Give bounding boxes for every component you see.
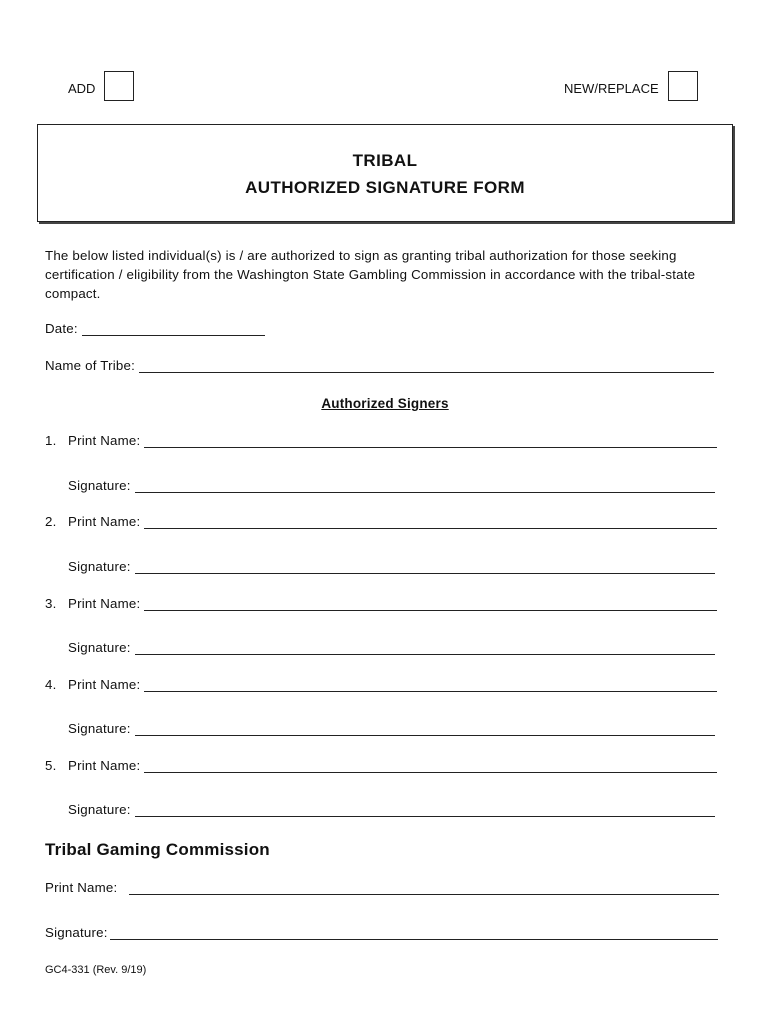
signer-number: 1. [45,433,57,448]
add-checkbox[interactable] [104,71,134,101]
signer-number: 4. [45,677,57,692]
print-name-label: Print Name: [68,758,141,773]
print-name-label: Print Name: [68,596,141,611]
signer-3-signature-field[interactable] [68,640,715,655]
date-field[interactable] [45,321,265,336]
signature-label: Signature: [68,478,131,493]
signer-number: 3. [45,596,57,611]
form-number: GC4-331 (Rev. 9/19) [45,964,147,976]
commission-signature-field[interactable] [45,925,718,940]
signature-label: Signature: [68,802,131,817]
signer-4-signature-field[interactable] [68,721,715,736]
signer-1-signature-field[interactable] [68,478,715,493]
date-line[interactable] [82,323,265,336]
signer-4-print-field[interactable] [45,677,717,692]
signer-number: 2. [45,514,57,529]
print-name-label: Print Name: [68,677,141,692]
commission-print-label: Print Name: [45,880,118,895]
commission-heading: Tribal Gaming Commission [45,840,270,859]
signer-5-signature-field[interactable] [68,802,715,817]
signature-line[interactable] [135,642,715,655]
commission-print-line[interactable] [129,882,719,895]
signature-line[interactable] [135,561,715,574]
form-title-line2: AUTHORIZED SIGNATURE FORM [245,178,525,197]
print-name-line[interactable] [144,598,717,611]
intro-paragraph: The below listed individual(s) is / are authorized to sign as granting tribal authorization for those seeking certification / eligibility from the Washington State Gambling Commission in accordance with the tribal-state compact. [45,248,696,301]
signature-label: Signature: [68,559,131,574]
signature-line[interactable] [135,723,715,736]
print-name-line[interactable] [144,435,717,448]
signature-label: Signature: [68,640,131,655]
print-name-label: Print Name: [68,514,141,529]
signature-line[interactable] [135,804,715,817]
commission-signature-label: Signature: [45,925,108,940]
print-name-line[interactable] [144,679,717,692]
print-name-line[interactable] [144,516,717,529]
date-label: Date: [45,321,78,336]
new-replace-checkbox[interactable] [668,71,698,101]
print-name-line[interactable] [144,760,717,773]
new-replace-label: NEW/REPLACE [564,81,659,96]
signature-label: Signature: [68,721,131,736]
signer-2-signature-field[interactable] [68,559,715,574]
signers-heading: Authorized Signers [321,396,449,411]
tribe-field[interactable] [45,358,714,373]
signature-line[interactable] [135,480,715,493]
form-title-line1: TRIBAL [352,151,418,170]
signer-1-print-field[interactable] [45,433,717,448]
commission-print-field[interactable] [45,880,719,895]
signer-5-print-field[interactable] [45,758,717,773]
signer-number: 5. [45,758,57,773]
commission-signature-line[interactable] [110,927,718,940]
title-box [37,124,733,222]
signer-3-print-field[interactable] [45,596,717,611]
print-name-label: Print Name: [68,433,141,448]
tribe-label: Name of Tribe: [45,358,136,373]
add-label: ADD [68,81,96,96]
signer-2-print-field[interactable] [45,514,717,529]
tribe-line[interactable] [139,360,714,373]
